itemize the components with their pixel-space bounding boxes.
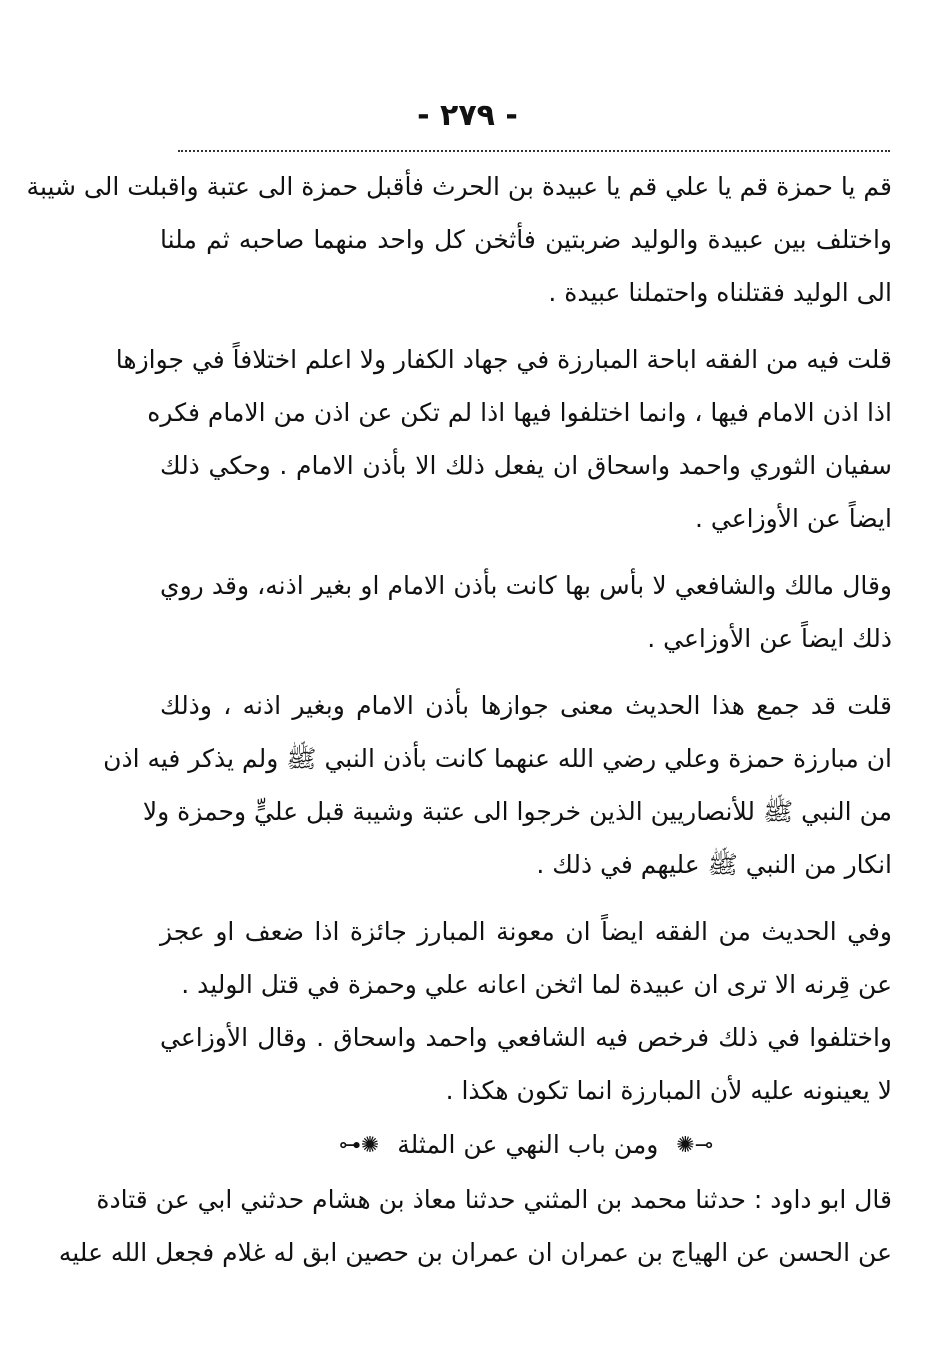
- text-line: ايضاً عن الأوزاعي .: [695, 504, 892, 533]
- ornament-right-icon: ⊸✺: [676, 1133, 714, 1158]
- page-number: - ٢٧٩ -: [417, 98, 518, 133]
- text-line: وفي الحديث من الفقه ايضاً ان معونة المبارز جائزة اذا ضعف او عجز: [160, 917, 892, 946]
- text-line: قم يا حمزة قم يا علي قم يا عبيدة بن الحرث فأقبل حمزة الى عتبة واقبلت الى شيبة: [26, 172, 892, 201]
- section-heading: [160, 1117, 892, 1173]
- text-line: وقال مالك والشافعي لا بأس بها كانت بأذن الامام او بغير اذنه، وقد روي: [160, 571, 892, 600]
- text-line: لا يعينونه عليه لأن المبارزة انما تكون هكذا .: [445, 1076, 892, 1105]
- text-line: عن قِرنه الا ترى ان عبيدة لما اثخن اعانه علي وحمزة في قتل الوليد .: [181, 970, 892, 999]
- text-line: قال ابو داود : حدثنا محمد بن المثني حدثنا معاذ بن هشام حدثني ابي عن قتادة: [96, 1185, 892, 1214]
- paragraph: [26, 160, 892, 319]
- body-text: [26, 160, 892, 1279]
- paragraph: [58, 1173, 892, 1279]
- ornament-left-icon: ✺⊷: [338, 1133, 380, 1158]
- header-divider: [178, 150, 890, 152]
- text-line: واختلفوا في ذلك فرخص فيه الشافعي واحمد واسحاق . وقال الأوزاعي: [160, 1023, 892, 1052]
- section-heading-text: ومن باب النهي عن المثلة: [397, 1130, 659, 1159]
- text-line: ان مبارزة حمزة وعلي رضي الله عنهما كانت بأذن النبي ﷺ ولم يذكر فيه اذن: [103, 744, 892, 773]
- text-line: عن الحسن عن الهياج بن عمران ان عمران بن حصين ابق له غلام فجعل الله عليه: [58, 1238, 892, 1267]
- text-line: قلت فيه من الفقه اباحة المبارزة في جهاد الكفار ولا اعلم اختلافاً في جوازها: [115, 345, 892, 374]
- text-line: من النبي ﷺ للأنصاريين الذين خرجوا الى عتبة وشيبة قبل عليٍّ وحمزة ولا: [142, 797, 892, 826]
- text-line: واختلف بين عبيدة والوليد ضربتين فأثخن كل واحد منهما صاحبه ثم ملنا: [160, 225, 892, 254]
- text-line: قلت قد جمع هذا الحديث معنى جوازها بأذن الامام وبغير اذنه ، وذلك: [160, 691, 892, 720]
- text-line: سفيان الثوري واحمد واسحاق ان يفعل ذلك الا بأذن الامام . وحكي ذلك: [160, 451, 892, 480]
- paragraph: [115, 333, 892, 545]
- paragraph: [160, 1011, 892, 1117]
- paragraph: [103, 679, 892, 891]
- paragraph: [160, 559, 892, 665]
- text-line: الى الوليد فقتلناه واحتملنا عبيدة .: [548, 278, 892, 307]
- paragraph: [160, 905, 892, 1011]
- text-line: ذلك ايضاً عن الأوزاعي .: [647, 624, 892, 653]
- text-line: اذا اذن الامام فيها ، وانما اختلفوا فيها اذا لم تكن عن اذن من الامام فكره: [147, 398, 892, 427]
- text-line: انكار من النبي ﷺ عليهم في ذلك .: [536, 850, 892, 879]
